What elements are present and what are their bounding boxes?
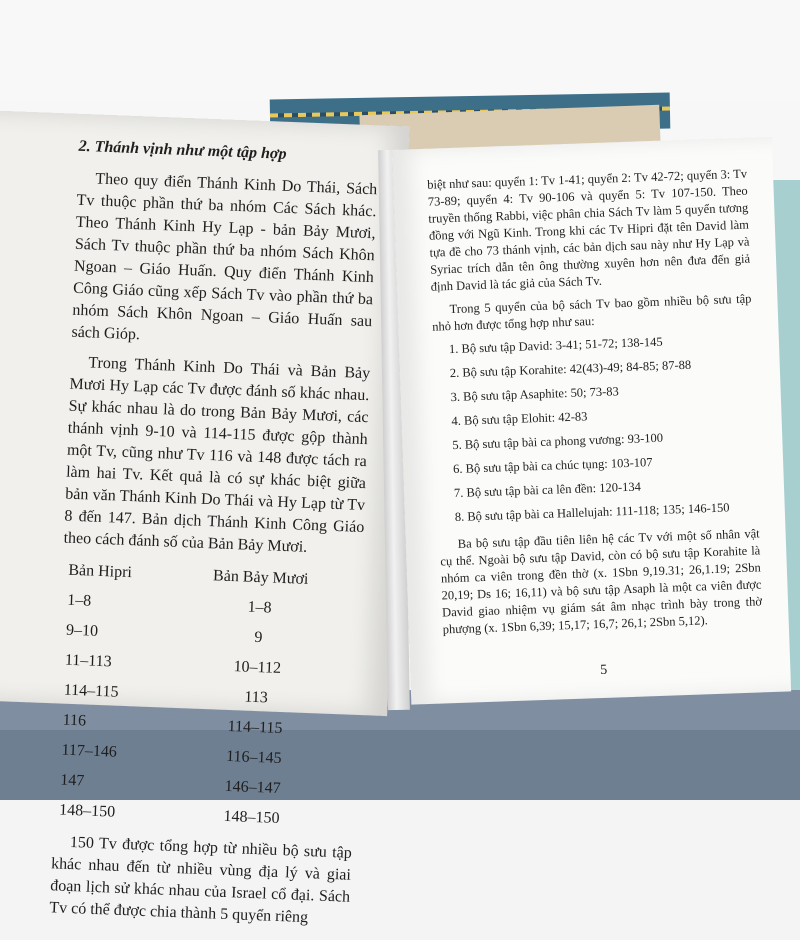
table-cell: 146–147 xyxy=(224,777,282,798)
table-cell: 117–146 xyxy=(61,741,118,761)
table-cell: 1–8 xyxy=(66,591,92,610)
table-cell: 11–113 xyxy=(64,651,113,671)
list-item: 8. Bộ sưu tập bài ca Hallelujah: 111-118; 135; 146-150 xyxy=(454,500,730,525)
table-cell: 113 xyxy=(244,688,269,707)
paragraph: Theo quy điển Thánh Kinh Do Thái, Sách Tv thuộc phần thứ ba nhóm Các Sách khác. Theo Thánh Kinh Hy Lạp - bản Bảy Mươi, Sách Tv thuộc phần thứ ba nhóm Sách Khôn Ngoan – Giáo Huấn. Quy điển Thánh Kinh Công Giáo cũng xếp Sách Tv vào phần thứ ba nhóm Sách Khôn Ngoan – Giáo Huấn sau sách Gióp. xyxy=(71,170,378,344)
page-number: 5 xyxy=(600,662,608,679)
background-wall xyxy=(0,0,800,100)
right-page-text xyxy=(427,166,763,645)
paragraph: biệt như sau: quyển 1: Tv 1-41; quyển 2: Tv 42-72; quyển 3: Tv 73-89; quyển 4: Tv 90-106 và quyển 5: Tv 107-150. Theo truyền thống Rabbi, việc phân chia Sách Tv làm 5 quyển tương đồng với Ngũ Kinh. Trong khi các Tv Hipri đặt tên David làm tựa đề cho 73 thánh vịnh, các bản dịch sau này như Hy Lạp và Syriac trích dẫn tên ông thường xuyên hơn nên đưa đến giả định David là tác giả của Sách Tv. xyxy=(426,166,751,294)
numbering-table xyxy=(59,558,319,831)
list-item: 2. Bộ sưu tập Korahite: 42(43)-49; 84-85; 87-88 xyxy=(449,357,692,381)
table-cell: 148–150 xyxy=(223,807,280,828)
table-cell: 10–112 xyxy=(233,658,282,677)
paragraph: Ba bộ sưu tập đầu tiên liên hệ các Tv với một số nhân vật cụ thể. Ngoài bộ sưu tập David, còn có bộ sưu tập Korahite là nhóm ca viên trong đền thờ (x. 1Sbn 9,19.31; 26,1.19; 2Sbn 20,19; Ds 16; 16,11) và bộ sưu tập Asaph là một ca viên được David giao nhiệm vụ giám sát âm nhạc trình bày trong thờ phượng (x. 1Sbn 6,39; 15,17; 16,7; 26,1; 2Sbn 5,12). xyxy=(440,526,763,637)
table-cell: 147 xyxy=(60,771,85,790)
list-item: 1. Bộ sưu tập David: 3-41; 51-72; 138-145 xyxy=(448,334,663,357)
table-cell: 9 xyxy=(254,628,263,647)
closing-paragraph: 150 Tv được tổng hợp từ nhiều bộ sưu tập khác nhau đến từ nhiều vùng địa lý và giai đoạn lịch sử khác nhau của Israel cổ đại. Sách Tv có thể được chia thành 5 quyển riêng xyxy=(49,833,353,927)
table-header-hebrew: Bản Hipri xyxy=(68,561,133,582)
table-cell: 116 xyxy=(62,711,87,730)
list-item: 3. Bộ sưu tập Asaphite: 50; 73-83 xyxy=(450,384,620,405)
collections-list xyxy=(433,331,759,527)
list-item: 6. Bộ sưu tập bài ca chúc tụng: 103-107 xyxy=(452,455,653,477)
right-page xyxy=(392,137,791,705)
table-header-septuagint: Bản Bảy Mươi xyxy=(212,567,309,588)
table-cell: 1–8 xyxy=(247,598,272,617)
list-item: 5. Bộ sưu tập bài ca phong vương: 93-100 xyxy=(452,430,664,453)
list-item: 7. Bộ sưu tập bài ca lên đền: 120-134 xyxy=(453,479,642,501)
table-cell: 9–10 xyxy=(65,621,99,640)
left-page-text xyxy=(49,136,379,939)
table-cell: 114–115 xyxy=(227,717,283,738)
table-cell: 116–145 xyxy=(225,747,282,768)
list-item: 4. Bộ sưu tập Elohit: 42-83 xyxy=(451,409,588,429)
left-page xyxy=(0,110,410,927)
paragraph: Trong 5 quyển của bộ sách Tv bao gồm nhiều bộ sưu tập nhỏ hơn được tổng hợp như sau: xyxy=(431,291,752,334)
section-heading: 2. Thánh vịnh như một tập hợp xyxy=(78,137,287,163)
table-cell: 114–115 xyxy=(63,681,119,701)
paragraph: Trong Thánh Kinh Do Thái và Bản Bảy Mươi Hy Lạp các Tv được đánh số khác nhau. Sự khác nhau là do trong Bản Bảy Mươi, các thánh vịnh 9-10 và 114-115 được gộp thành một Tv, cũng như Tv 116 và 148 được tách ra làm hai Tv. Kết quả là có sự khác biệt giữa bản văn Thánh Kinh Do Thái và Hy Lạp từ Tv 8 đến 147. Bản dịch Thánh Kinh Công Giáo theo cách đánh số của Bản Bảy Mươi. xyxy=(63,354,371,556)
table-cell: 148–150 xyxy=(58,801,116,821)
